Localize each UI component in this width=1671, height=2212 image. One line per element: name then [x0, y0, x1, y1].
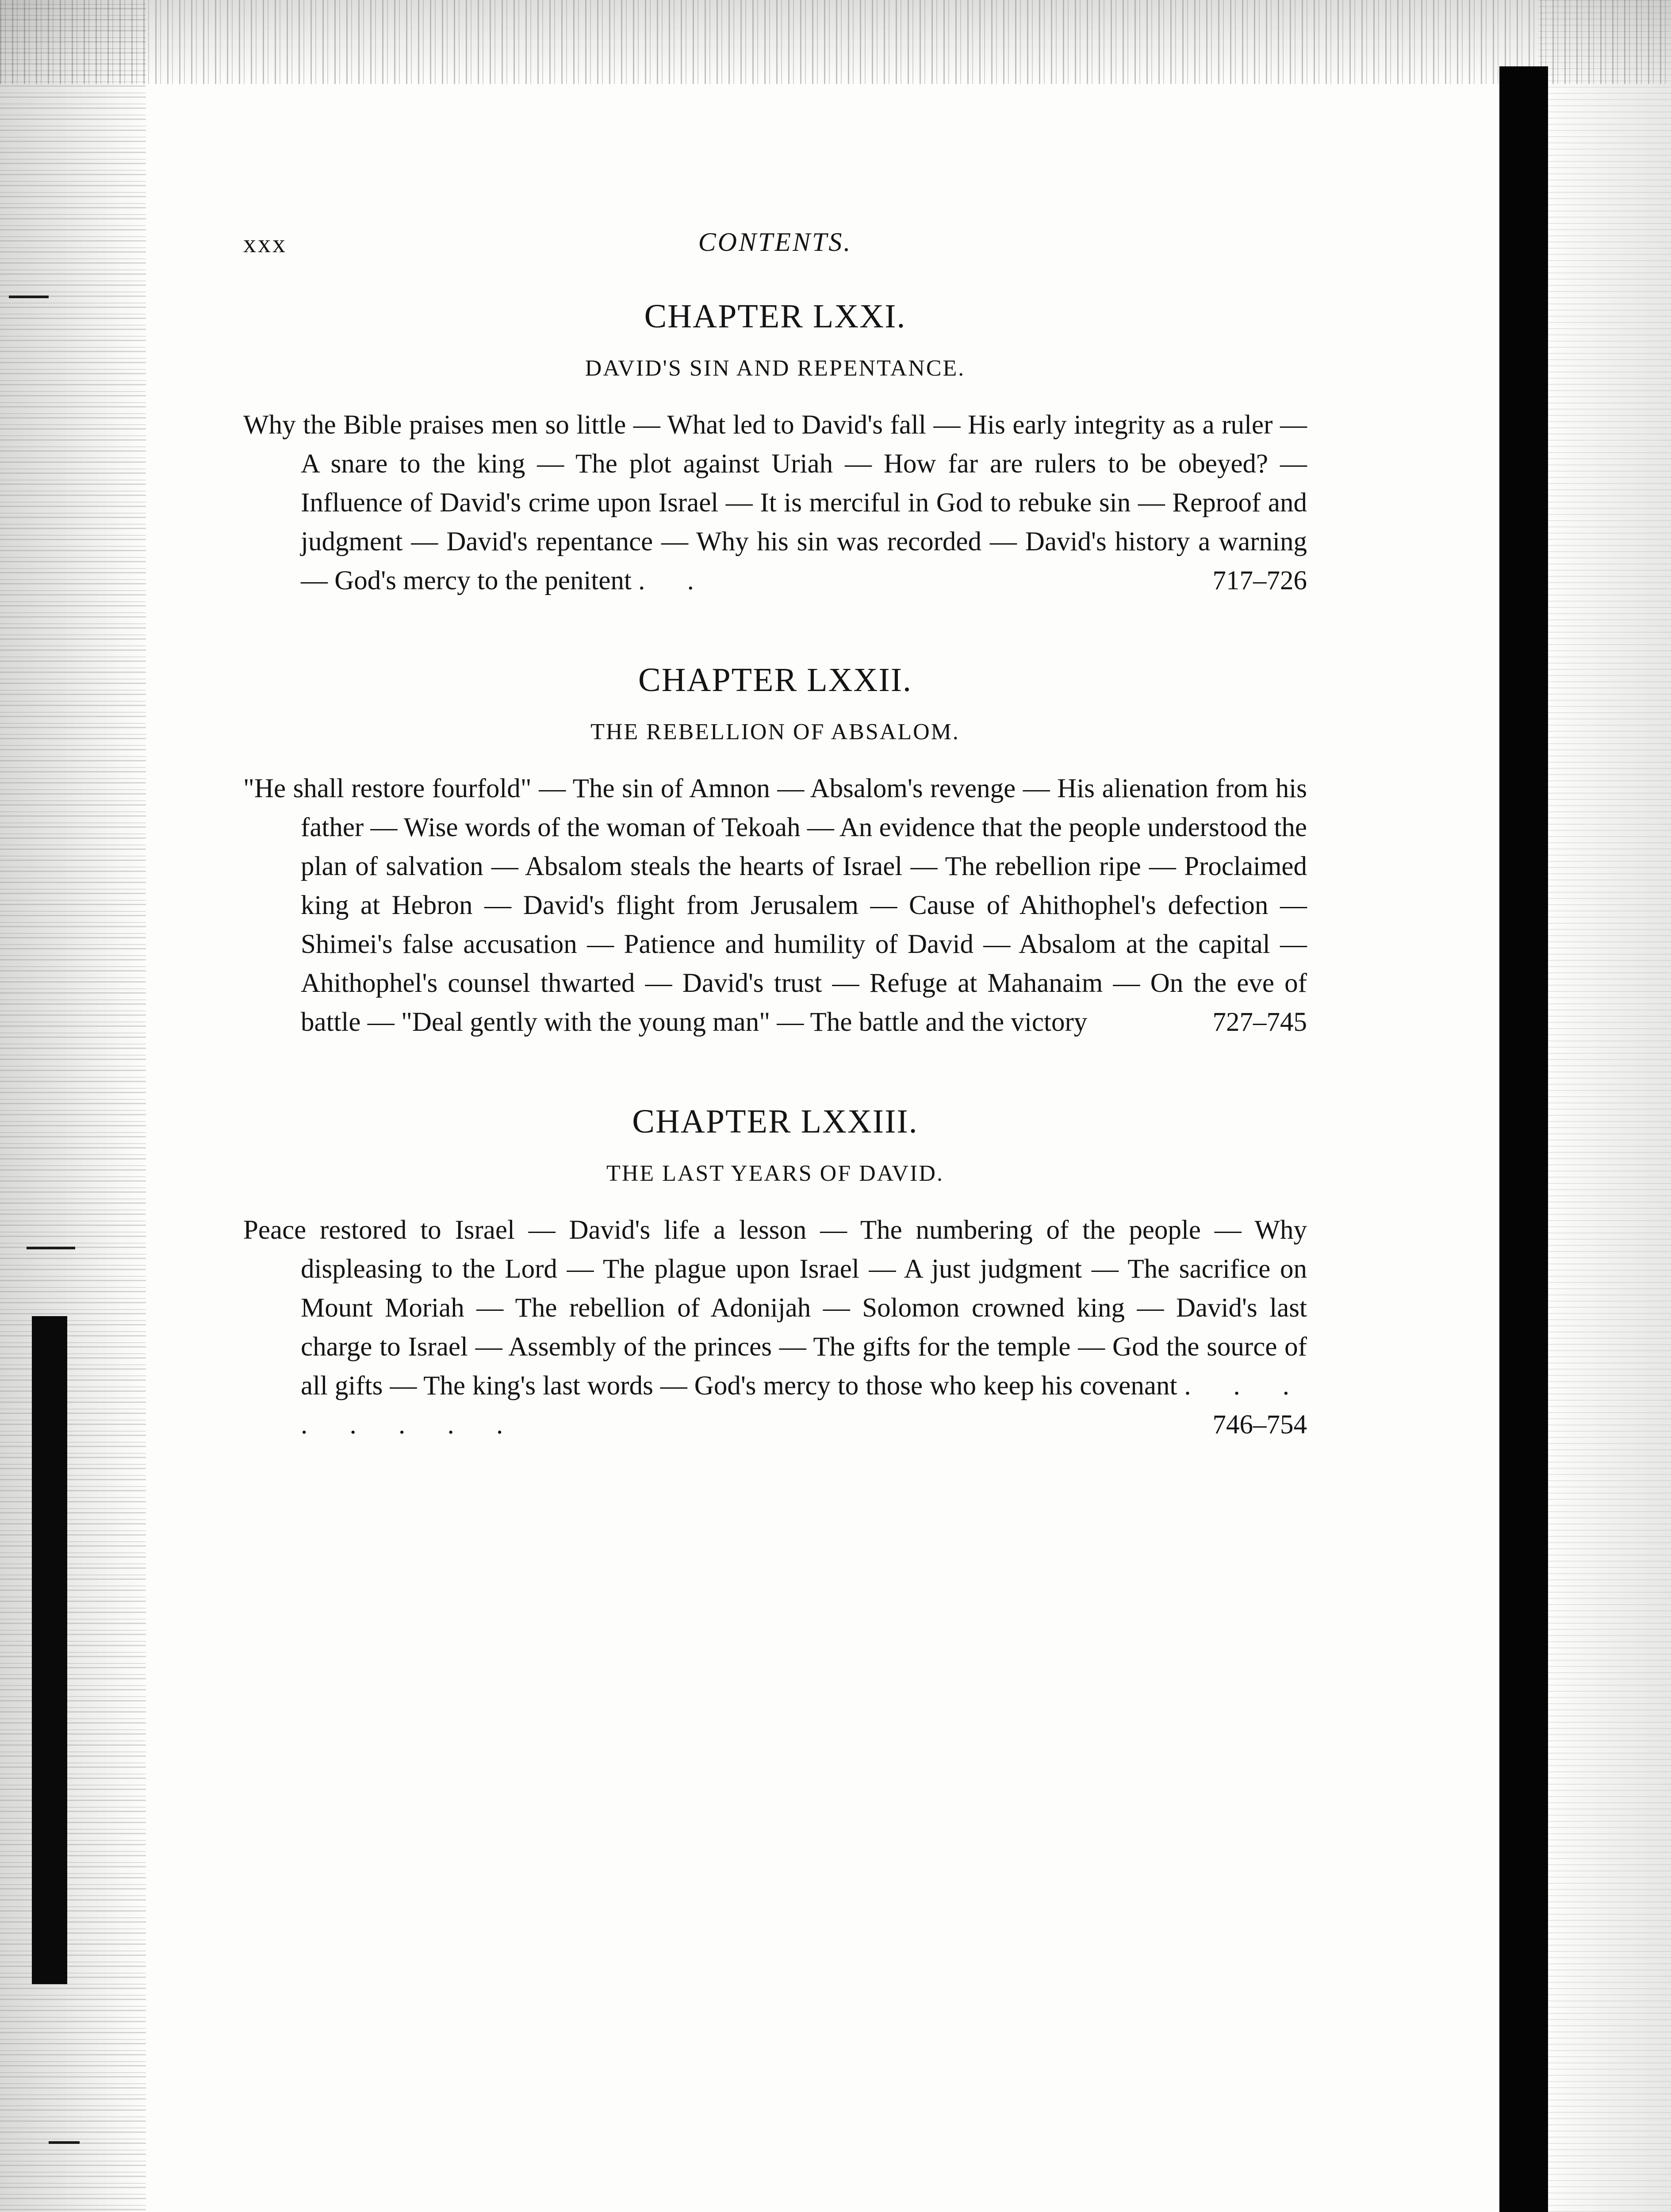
scan-noise-right	[1538, 0, 1671, 2212]
dot-leader: . . . . . . . .	[301, 1371, 1307, 1440]
chapter-title: CHAPTER LXXIII.	[632, 1103, 918, 1140]
chapter-entry	[243, 653, 1307, 1042]
chapter-title: CHAPTER LXXII.	[638, 661, 912, 699]
scan-tick-mark	[27, 1247, 75, 1249]
scan-noise-top	[0, 0, 1671, 84]
chapter-subtitle: THE LAST YEARS OF DAVID.	[606, 1161, 944, 1186]
scan-shadow-bar-right	[1499, 66, 1548, 2212]
page-range: 717–726	[1212, 566, 1307, 595]
running-head: CONTENTS.	[698, 227, 852, 257]
chapter-summary	[243, 1211, 1307, 1444]
chapter-title: CHAPTER LXXI.	[644, 298, 906, 335]
summary-text: "He shall restore fourfold" — The sin of Amnon — Absalom's revenge — His alienation from his father — Wise words of the woman of Tekoah — An evidence that the people understood the plan of salvation — Absalom steals the hearts of Israel — The rebellion ripe — Proclaimed king at Hebron — David's flight from Jerusalem — Cause of Ahithophel's defection — Shimei's false accusation — Patience and humility of David — Absalom at the capital — Ahithophel's counsel thwarted — David's trust — Refuge at Mahanaim — On the eve of battle — "Deal gently with the young man" — The battle and the victory	[243, 774, 1307, 1037]
dot-leader: . .	[638, 566, 712, 595]
page-header	[243, 223, 1307, 272]
summary-text: Peace restored to Israel — David's life a lesson — The numbering of the people — Why displeasing to the Lord — The plague upon Israel — A just judgment — The sacrifice on Mount Moriah — The rebellion of Adonijah — Solomon crowned king — David's last charge to Israel — Assembly of the princes — The gifts for the temple — God the source of all gifts — The king's last words — God's mercy to those who keep his covenant	[243, 1215, 1307, 1401]
page-number: xxx	[243, 229, 287, 258]
scan-tick-mark	[49, 2141, 80, 2144]
chapter-summary	[243, 769, 1307, 1042]
chapter-summary	[243, 406, 1307, 600]
scan-tick-mark	[9, 296, 49, 298]
scan-noise-left	[0, 0, 146, 2212]
chapter-entry	[243, 1095, 1307, 1444]
contents-page	[243, 223, 1307, 1444]
page-range: 727–745	[1212, 1007, 1307, 1037]
chapter-entry	[243, 290, 1307, 600]
chapter-subtitle: DAVID'S SIN AND REPENTANCE.	[585, 356, 966, 381]
chapter-subtitle: THE REBELLION OF ABSALOM.	[590, 719, 960, 745]
summary-text: Why the Bible praises men so little — What led to David's fall — His early integrity as a ruler — A snare to the king — The plot against Uriah — How far are rulers to be obeyed? — Influence of David's crime upon Israel — It is merciful in God to rebuke sin — Reproof and judgment — David's repentance — Why his sin was recorded — David's history a warning — God's mercy to the penitent	[243, 410, 1307, 595]
scan-shadow-bar-left	[32, 1316, 67, 1984]
page-range: 746–754	[1212, 1410, 1307, 1440]
